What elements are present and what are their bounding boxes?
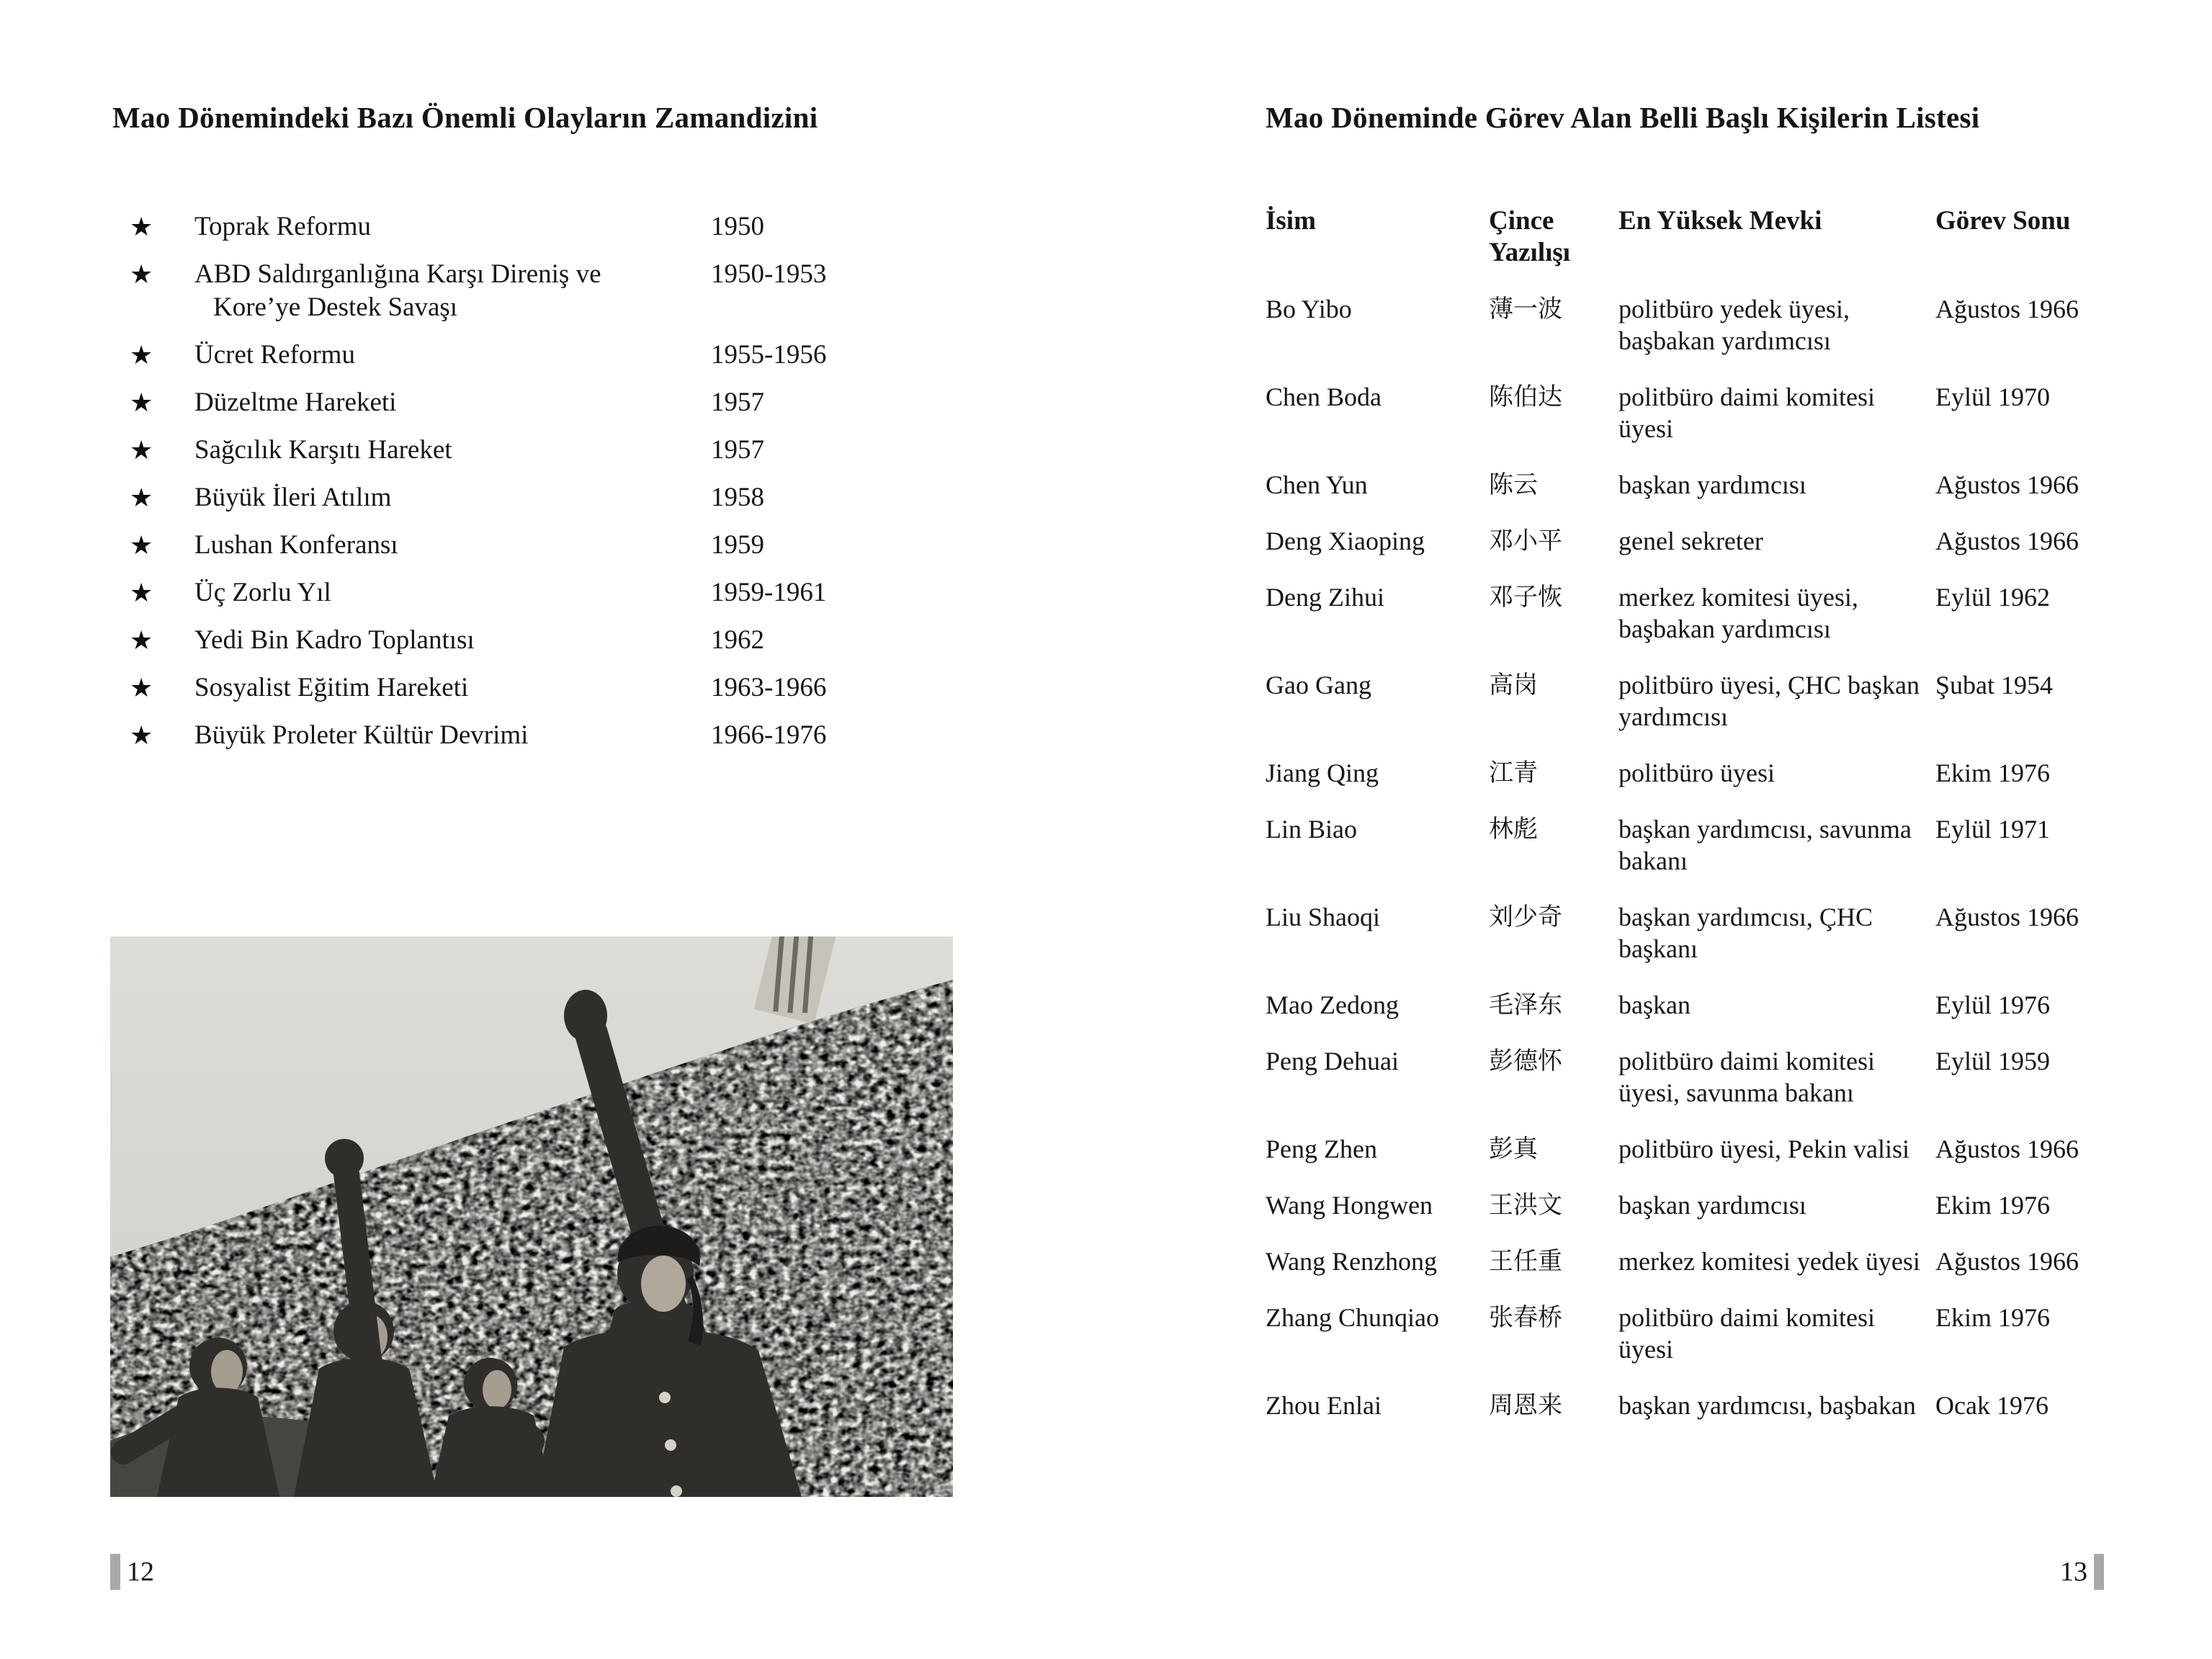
table-header-row [1266,205,2123,269]
cell-chinese: 邓子恢 [1489,583,1562,612]
star-icon: ★ [130,483,153,512]
header-position: En Yüksek Mevki [1618,206,1822,236]
header-name: İsim [1266,206,1316,236]
star-icon: ★ [130,531,153,560]
cell-end: Eylül 1970 [1935,383,2050,411]
cell-name: Wang Renzhong [1266,1247,1438,1276]
right-page-footer [2060,1554,2104,1590]
event-line1: Toprak Reformu [194,212,372,241]
cell-name: Mao Zedong [1266,991,1399,1019]
cell-position: başkan yardımcısı, ÇHC başkanı [1618,903,1873,963]
table-row [1266,669,2123,733]
timeline-item [130,529,944,562]
table-row [1266,1189,2123,1221]
cell-end: Eylül 1962 [1935,583,2050,612]
left-page-footer [110,1554,154,1590]
page-bar [2094,1554,2104,1590]
cell-end: Ekim 1976 [1935,1303,2050,1332]
cell-name: Liu Shaoqi [1266,903,1380,931]
event-text [194,339,711,372]
cell-name: Peng Dehuai [1266,1047,1399,1076]
timeline-item [130,386,944,419]
event-year: 1962 [711,625,764,655]
cell-name: Deng Xiaoping [1266,527,1425,555]
star-icon: ★ [130,213,153,241]
cell-chinese: 林彪 [1489,815,1538,844]
cell-end: Ağustos 1966 [1935,1247,2079,1276]
cell-chinese: 高岗 [1489,671,1538,699]
event-line1: Büyük Proleter Kültür Devrimi [194,720,529,750]
event-text [194,258,711,324]
event-line1: Sosyalist Eğitim Hareketi [194,673,469,702]
cell-chinese: 江青 [1489,759,1538,787]
event-text [194,481,711,514]
cell-position: politbüro üyesi [1618,759,1775,787]
event-line1: Sağcılık Karşıtı Hareket [194,435,452,465]
cell-position: politbüro üyesi, Pekin valisi [1618,1135,1909,1163]
crowd-photo [110,936,953,1497]
cell-end: Eylül 1959 [1935,1047,2050,1076]
event-line1: Lushan Konferansı [194,530,398,560]
timeline-item [130,210,944,243]
event-year: 1950 [711,212,764,241]
event-line1: Ücret Reformu [194,340,355,370]
cell-end: Eylül 1976 [1935,991,2050,1019]
table-row [1266,581,2123,645]
event-line1: Üç Zorlu Yıl [194,578,331,607]
officials-table [1266,205,2123,1446]
event-year: 1966-1976 [711,720,827,750]
table-row [1266,1045,2123,1109]
cell-chinese: 王洪文 [1489,1191,1562,1220]
timeline-item [130,671,944,705]
timeline-item [130,624,944,657]
cell-name: Deng Zihui [1266,583,1384,612]
cell-chinese: 周恩来 [1489,1391,1562,1420]
cell-position: merkez komitesi yedek üyesi [1618,1247,1920,1276]
table-row [1266,1302,2123,1365]
cell-position: başkan yardımcısı, savunma bakanı [1618,815,1912,875]
table-row [1266,757,2123,789]
star-icon: ★ [130,721,153,750]
cell-end: Ekim 1976 [1935,759,2050,787]
star-icon: ★ [130,388,153,417]
cell-chinese: 邓小平 [1489,527,1562,555]
event-text [194,624,711,657]
table-row [1266,901,2123,965]
timeline-item [130,258,944,324]
cell-name: Zhou Enlai [1266,1391,1382,1420]
cell-position: politbüro daimi komitesi üyesi [1618,1303,1875,1364]
cell-end: Ağustos 1966 [1935,295,2079,323]
cell-chinese: 薄一波 [1489,295,1562,323]
event-line1: Büyük İleri Atılım [194,483,392,512]
table-row [1266,381,2123,444]
cell-chinese: 张春桥 [1489,1303,1562,1332]
cell-end: Ocak 1976 [1935,1391,2048,1420]
event-year: 1963-1966 [711,673,827,702]
cell-position: başkan yardımcısı [1618,470,1806,499]
star-icon: ★ [130,436,153,465]
timeline-list [130,210,944,766]
cell-position: başkan [1618,991,1691,1019]
cell-end: Ağustos 1966 [1935,470,2079,499]
cell-end: Ekim 1976 [1935,1191,2050,1220]
cell-position: politbüro daimi komitesi üyesi [1618,383,1875,443]
cell-end: Ağustos 1966 [1935,1135,2079,1163]
event-text [194,434,711,467]
cell-name: Peng Zhen [1266,1135,1377,1163]
table-row [1266,1390,2123,1421]
right-page-title: Mao Döneminde Görev Alan Belli Başlı Kişilerin Listesi [1266,101,1980,134]
cell-position: genel sekreter [1618,527,1763,555]
star-icon: ★ [130,260,153,289]
cell-chinese: 王任重 [1489,1247,1562,1276]
timeline-item [130,719,944,752]
cell-chinese: 毛泽东 [1489,991,1562,1019]
cell-position: politbüro daimi komitesi üyesi, savunma bakanı [1618,1047,1875,1107]
cell-position: başkan yardımcısı [1618,1191,1806,1220]
cell-position: politbüro üyesi, ÇHC başkan yardımcısı [1618,671,1920,731]
header-end: Görev Sonu [1935,206,2071,236]
cell-end: Ağustos 1966 [1935,903,2079,931]
table-row [1266,469,2123,501]
event-year: 1958 [711,483,764,512]
cell-name: Gao Gang [1266,671,1371,699]
table-row [1266,1246,2123,1277]
cell-chinese: 彭德怀 [1489,1047,1562,1076]
star-icon: ★ [130,626,153,655]
cell-name: Lin Biao [1266,815,1357,844]
left-page-title: Mao Dönemindeki Bazı Önemli Olayların Zamandizini [112,101,818,134]
event-text [194,529,711,562]
table-row [1266,525,2123,557]
star-icon: ★ [130,341,153,370]
event-year: 1957 [711,435,764,465]
cell-chinese: 彭真 [1489,1135,1538,1163]
cell-end: Şubat 1954 [1935,671,2054,699]
timeline-item [130,576,944,609]
cell-name: Bo Yibo [1266,295,1352,323]
cell-name: Wang Hongwen [1266,1191,1433,1220]
page-bar [110,1554,120,1590]
event-line2: Kore’ye Destek Savaşı [213,292,458,322]
timeline-item [130,481,944,514]
cell-position: merkez komitesi üyesi, başbakan yardımcısı [1618,583,1858,643]
page-number: 12 [127,1557,154,1587]
cell-position: başkan yardımcısı, başbakan [1618,1391,1916,1420]
cell-end: Ağustos 1966 [1935,527,2079,555]
event-year: 1959-1961 [711,578,827,607]
event-line1: Düzeltme Hareketi [194,388,397,417]
event-line1: ABD Saldırganlığına Karşı Direniş ve [194,259,601,289]
timeline-item [130,434,944,467]
table-row [1266,1133,2123,1165]
event-year: 1959 [711,530,764,560]
event-line1: Yedi Bin Kadro Toplantısı [194,625,475,655]
event-text [194,719,711,752]
cell-end: Eylül 1971 [1935,815,2050,844]
event-text [194,210,711,243]
cell-name: Zhang Chunqiao [1266,1303,1439,1332]
cell-chinese: 刘少奇 [1489,903,1562,931]
star-icon: ★ [130,674,153,702]
cell-name: Chen Yun [1266,470,1368,499]
event-year: 1957 [711,388,764,417]
table-row [1266,293,2123,357]
header-chinese: Çince Yazılışı [1489,206,1571,267]
timeline-item [130,339,944,372]
cell-name: Chen Boda [1266,383,1382,411]
event-year: 1950-1953 [711,259,827,289]
cell-position: politbüro yedek üyesi, başbakan yardımcısı [1618,295,1850,355]
star-icon: ★ [130,578,153,607]
event-text [194,671,711,705]
page-number: 13 [2060,1557,2087,1587]
table-body [1266,293,2123,1421]
cell-name: Jiang Qing [1266,759,1379,787]
event-year: 1955-1956 [711,340,827,370]
event-text [194,386,711,419]
table-row [1266,989,2123,1021]
event-text [194,576,711,609]
table-row [1266,813,2123,877]
cell-chinese: 陈云 [1489,470,1538,499]
cell-chinese: 陈伯达 [1489,383,1562,411]
